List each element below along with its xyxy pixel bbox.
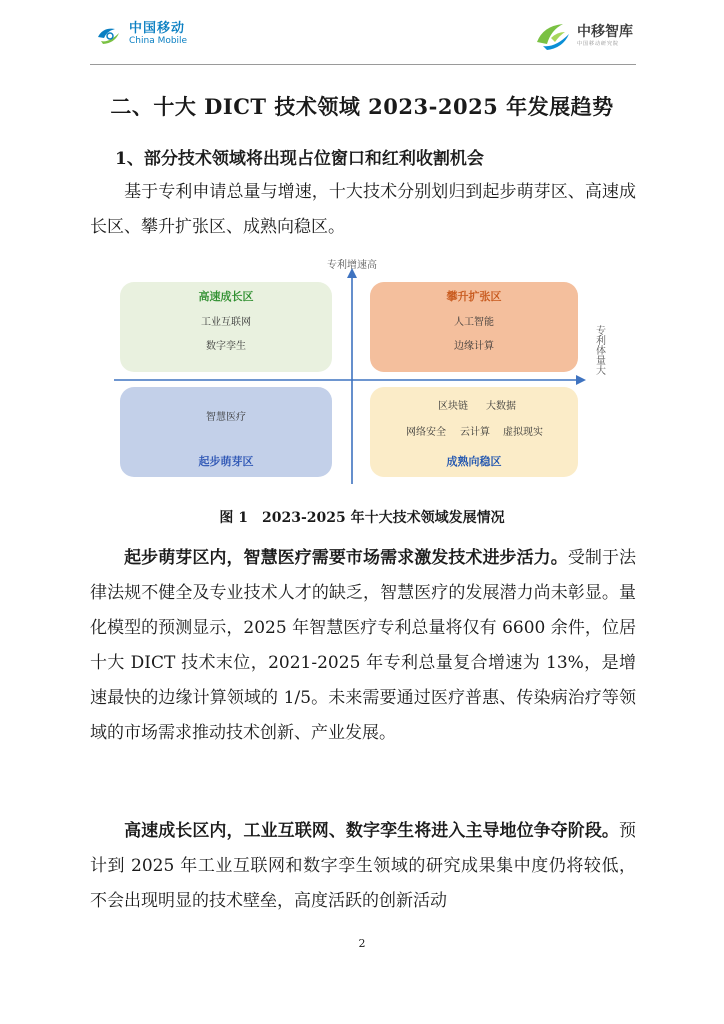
paragraph-high-growth <box>90 814 636 919</box>
item-big-data: 大数据 <box>486 401 516 412</box>
logo-left-en: China Mobile <box>129 36 188 46</box>
item-cloud-computing: 云计算 <box>460 427 490 438</box>
x-axis-arrow-icon <box>576 375 586 385</box>
logo-right-cn: 中移智库 <box>577 24 633 40</box>
y-axis-label: 专利增速高 <box>327 260 377 271</box>
figure-caption: 图 1 2023-2025 年十大技术领域发展情况 <box>219 510 505 526</box>
header-divider <box>90 64 636 65</box>
paragraph-high-growth-body: 预计到 2025 年工业互联网和数字孪生领域的研究成果集中度仍将较低，不会出现明显的技术壁垒，高度活跃的创新活动 <box>90 821 636 911</box>
cmri-think-tank-logo <box>533 20 633 52</box>
item-industrial-internet: 工业互联网 <box>201 317 251 328</box>
item-virtual-reality: 虚拟现实 <box>503 427 543 438</box>
logo-left-cn: 中国移动 <box>129 21 186 36</box>
section-title: 二、十大 DICT 技术领域 2023-2025 年发展趋势 <box>110 94 614 119</box>
china-mobile-logo-icon <box>95 23 125 47</box>
item-smart-healthcare: 智慧医疗 <box>206 412 246 423</box>
quadrant-expansion-title: 攀升扩张区 <box>446 290 502 303</box>
item-edge-computing: 边缘计算 <box>454 341 494 352</box>
paragraph-emerging-body: 受制于法律法规不健全及专业技术人才的缺乏，智慧医疗的发展潜力尚未彰显。量化模型的预测显示，2025 年智慧医疗专利总量将仅有 6600 余件，位居十大 DICT 技术末位，2021-2025 年专利总量复合增速为 13%，是增速最快的边缘计算领域的 1/5。未来需要通过医疗普惠、传染病治疗等领域的市场需求推动技术创新、产业发展。 <box>90 548 637 743</box>
sub-title: 1、部分技术领域将出现占位窗口和红利收割机会 <box>115 149 484 169</box>
quadrant-high-growth-title: 高速成长区 <box>198 290 254 303</box>
china-mobile-logo <box>95 22 187 47</box>
intro-text: 基于专利申请总量与增速，十大技术分别划归到起步萌芽区、高速成长区、攀升扩张区、成熟向稳区。 <box>90 182 636 237</box>
quadrant-chart <box>112 258 612 490</box>
page-header <box>0 0 724 70</box>
x-axis-label: 专利体量大 <box>593 325 605 375</box>
item-artificial-intelligence: 人工智能 <box>454 317 494 328</box>
paragraph-emerging-lead: 起步萌芽区内，智慧医疗需要市场需求激发技术进步活力。 <box>124 548 568 568</box>
page-number: 2 <box>358 937 366 950</box>
paragraph-high-growth-lead: 高速成长区内，工业互联网、数字孪生将进入主导地位争夺阶段。 <box>124 821 619 841</box>
item-blockchain: 区块链 <box>438 401 468 412</box>
intro-paragraph <box>90 175 636 245</box>
quadrant-mature-title: 成熟向稳区 <box>446 455 502 468</box>
logo-right-sub: 中国移动研究院 <box>577 41 620 47</box>
item-network-security: 网络安全 <box>406 427 446 438</box>
think-tank-logo-icon <box>533 20 573 52</box>
quadrant-emerging-title: 起步萌芽区 <box>198 455 254 468</box>
paragraph-emerging <box>90 541 636 751</box>
item-digital-twin: 数字孪生 <box>206 341 246 352</box>
